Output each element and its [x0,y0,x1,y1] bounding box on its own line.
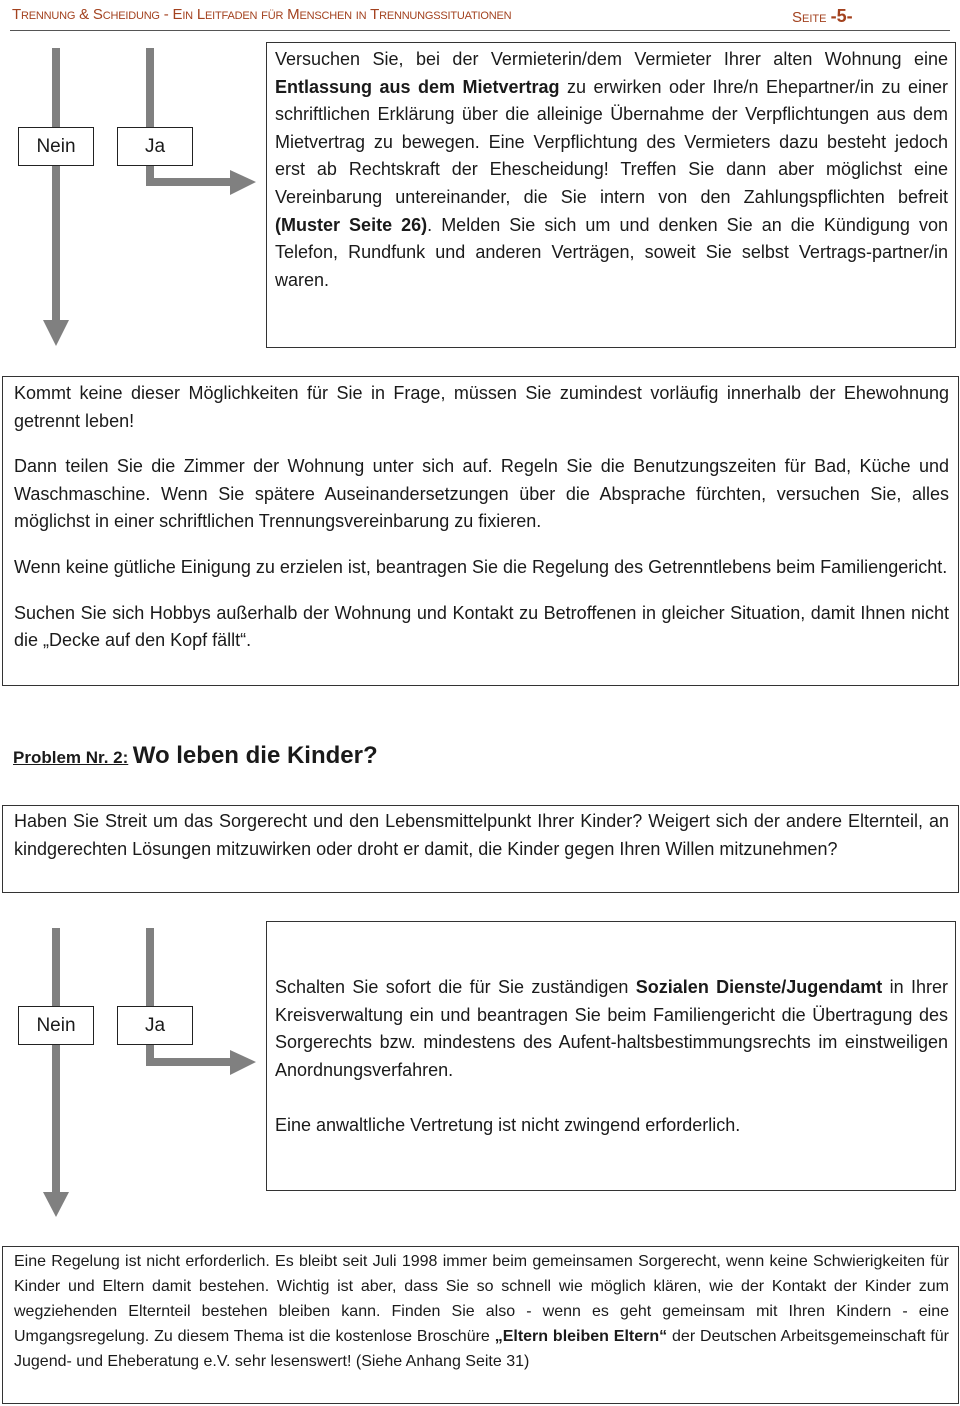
page-number-value: -5- [830,6,853,26]
yes-arrow-head [230,1050,256,1075]
text: zu erwirken oder Ihre/n Ehepartner/in zu einer schriftlichen Erklärung über die alleinige Übernahme der Verpflichtungen aus dem Mietvertrag zu bewegen. Eine Verpflichtung des Vermieters dazu besteht jedoch erst ab Rechtskraft der Ehescheidung! Treffen Sie dann aber möglichst eine Vereinbarung untereinander, die Sie intern von den Zahlungspflichten befreit [275,76,949,207]
running-header-title: Trennung & Scheidung - Ein Leitfaden für Menschen in Trennungssituationen [12,6,512,23]
paragraph: Eine anwaltliche Vertretung ist nicht zwingend erforderlich. [275,1115,741,1136]
text: in Ihrer Kreisverwaltung ein und beantragen Sie beim Familiengericht die Übertragung des Sorgerechts bzw. mindestens des Aufent-haltsbestimmungsrechts im einstweiligen Anordnungsverfahren. [275,977,948,1080]
no-box-2 [2,1246,959,1404]
yes-box-1 [266,42,956,348]
page-number [792,6,853,27]
no-arrow-head [43,1192,69,1217]
problem-title: Wo leben die Kinder? [132,742,378,769]
paragraph: Suchen Sie sich Hobbys außerhalb der Wohnung und Kontakt zu Betroffenen in gleicher Situation, damit Ihnen nicht die „Decke auf den Kopf fällt“. [14,602,949,651]
text-bold: „Eltern bleiben Eltern“ [494,1328,668,1345]
paragraph: Kommt keine dieser Möglichkeiten für Sie in Frage, müssen Sie zumindest vorläufig innerhalb der Ehewohnung getrennt leben! [14,383,949,431]
text: . Melden Sie sich um und denken Sie an die Kündigung von Telefon, Rundfunk und anderen Verträgen, soweit Sie selbst Vertrags-partner/in waren. [275,214,948,290]
no-arrow-shaft [52,928,60,1198]
text: Eine Regelung ist nicht erforderlich. Es bleibt seit Juli 1998 immer beim gemeinsamen Sorgerecht, wenn keine Schwierigkeiten für Kinder und Eltern damit bestehen. Wichtig ist aber, dass Sie so schnell wie möglich klären, wie der Kontakt der Kinder zum wegziehenden Elternteil bestehen bleiben kann. Finden Sie also - wenn es geht gemeinsam mit Ihren Kindern - eine Umgangsregelung. Zu diesem Thema ist die kostenlose Broschüre [14,1253,949,1345]
text: Versuchen Sie, bei der Vermieterin/dem Vermieter Ihrer alten Wohnung eine [275,49,948,69]
paragraph: Wenn keine gütliche Einigung zu erzielen ist, beantragen Sie die Regelung des Getrenntlebens beim Familiengericht. [14,556,948,577]
question-text: Haben Sie Streit um das Sorgerecht und den Lebensmittelpunkt Ihrer Kinder? Weigert sich der andere Elternteil, an kindgerechten Lösungen mitzuwirken oder droht er damit, die Kinder gegen Ihren Willen mitzunehmen? [14,811,949,859]
yes-text-1 [275,46,948,294]
yes-label: Ja [117,127,193,166]
no-text-2 [14,1249,949,1374]
text-bold: (Muster Seite 26) [275,214,428,235]
paragraph: Dann teilen Sie die Zimmer der Wohnung unter sich auf. Regeln Sie die Benutzungszeiten für Bad, Küche und Waschmaschine. Wenn Sie spätere Auseinandersetzungen über die Absprache fürchten, versuchen Sie, alles möglichst in einer schriftlichen Trennungsvereinbarung zu fixieren. [14,456,949,532]
yes-box-2 [266,921,956,1191]
page-label: Seite [792,9,827,26]
no-label: Nein [18,127,94,166]
text: der Deutschen Arbeitsgemeinschaft für Jugend- und Eheberatung e.V. sehr lesenswert! (Siehe Anhang Seite 31) [14,1328,950,1370]
no-label: Nein [18,1006,94,1045]
text-bold: Entlassung aus dem Mietvertrag [275,76,560,97]
text-bold: Sozialen Dienste/Jugendamt [635,977,883,997]
problem-label: Problem Nr. 2: [13,748,129,767]
yes-label: Ja [117,1006,193,1045]
text: Schalten Sie sofort die für Sie zuständigen [275,977,636,997]
yes-text-2 [275,974,948,1084]
flow-arrows-2 [0,0,270,1240]
